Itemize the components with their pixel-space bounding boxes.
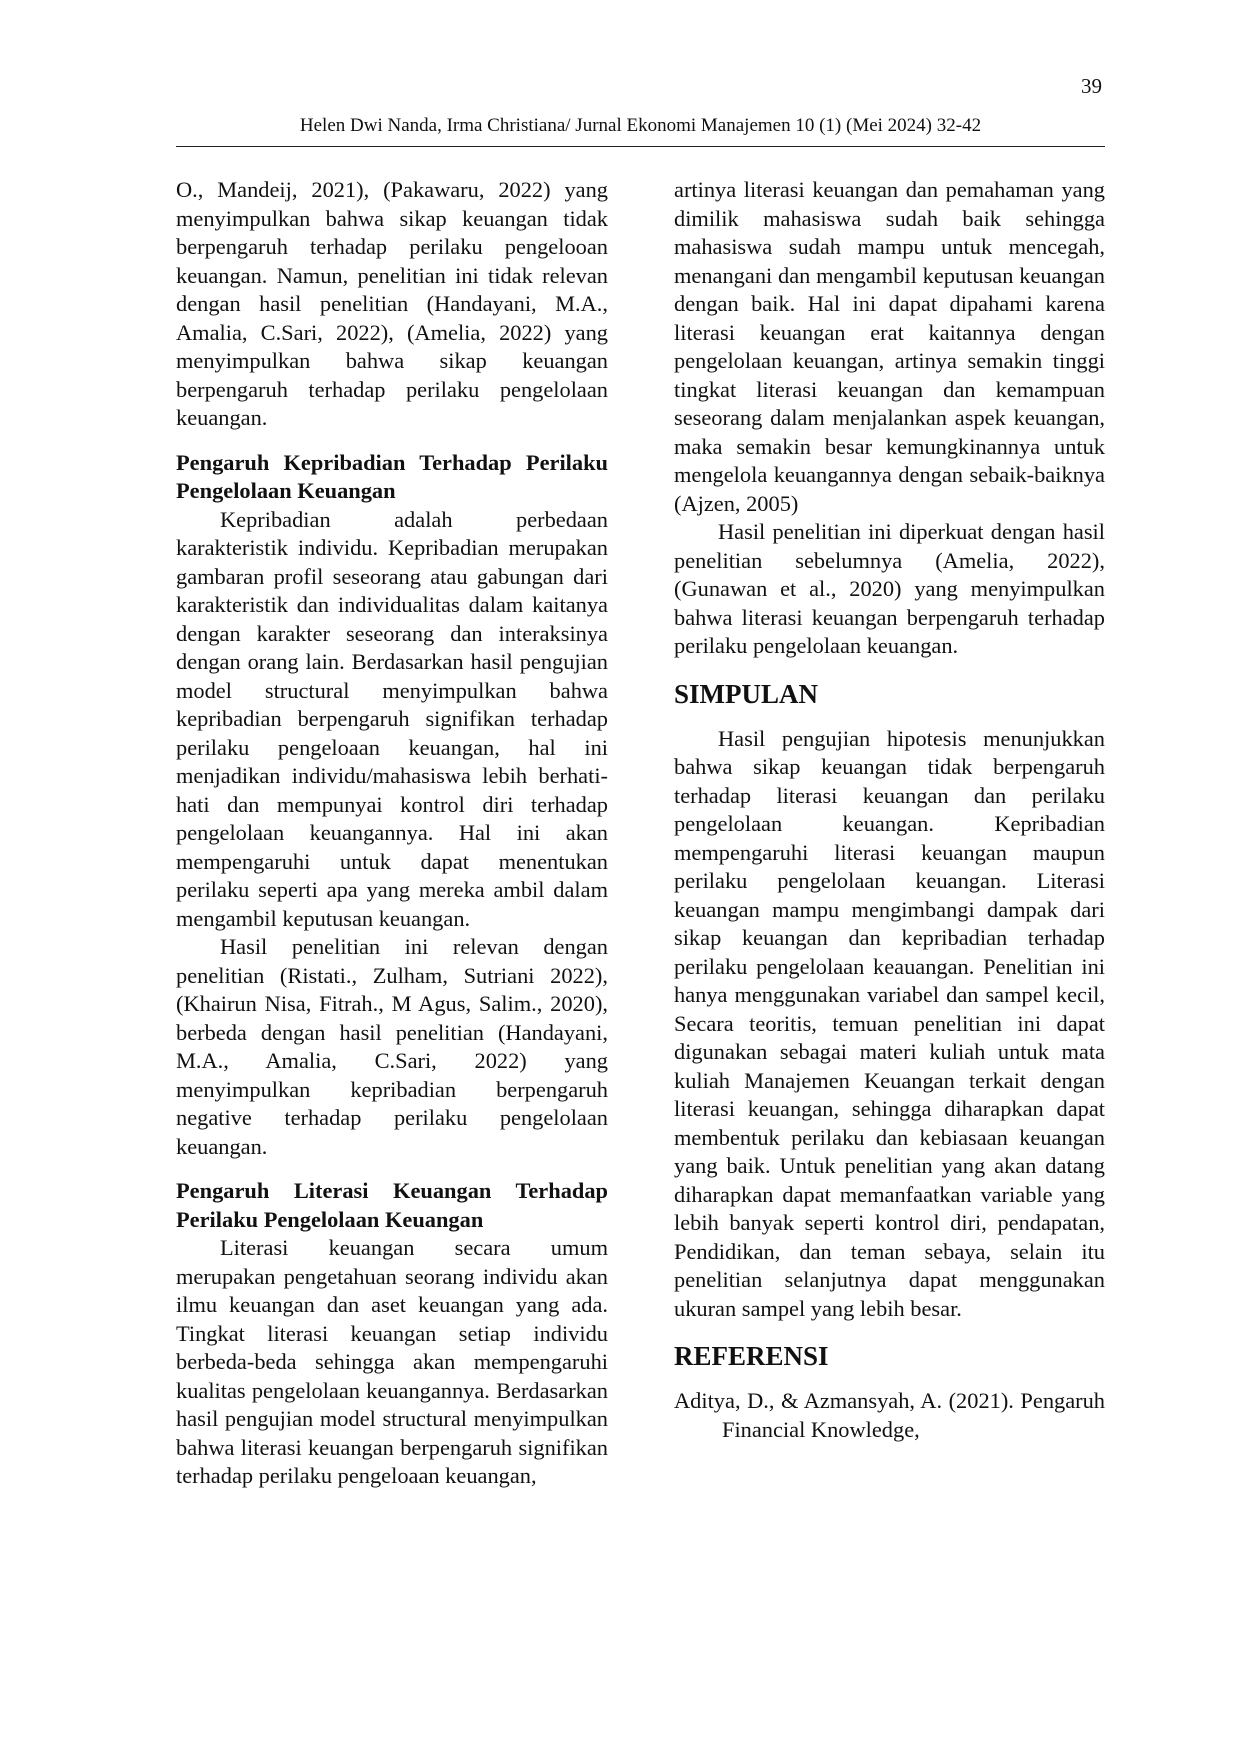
subheading-literasi: Pengaruh Literasi Keuangan Terhadap Perilaku Pengelolaan Keuangan [176,1178,608,1232]
reference-entry: Aditya, D., & Azmansyah, A. (2021). Pengaruh Financial Knowledge, [674,1388,1105,1442]
paragraph-literasi-2: Hasil penelitian ini diperkuat dengan hasil penelitian sebelumnya (Amelia, 2022), (Gunawan et al., 2020) yang menyimpulkan bahwa literasi keuangan berpengaruh terhadap perilaku pengelolaan keuangan. [674,519,1105,658]
paragraph-simpulan: Hasil pengujian hipotesis menunjukkan bahwa sikap keuangan tidak berpengaruh terhadap literasi keuangan dan perilaku pengelolaan keuangan. Kepribadian mempengaruhi literasi keuangan maupun perilaku pengelolaan keuangan. Literasi keuangan mampu mengimbangi dampak dari sikap keuangan dan kepribadian terhadap perilaku pengelolaan keauangan. Penelitian ini hanya menggunakan variabel dan sampel kecil, Secara teoritis, temuan penelitian ini dapat digunakan sebagai materi kuliah untuk mata kuliah Manajemen Keuangan terkait dengan literasi keuangan, sehingga diharapkan dapat membentuk perilaku dan kebiasaan keuangan yang baik. Untuk penelitian yang akan datang diharapkan dapat memanfaatkan variable yang lebih banyak seperti kontrol diri, pendapatan, Pendidikan, dan teman sebaya, selain itu penelitian selanjutnya dapat menggunakan ukuran sampel yang lebih besar. [674,725,1105,1321]
right-column [674,176,1105,1444]
section-heading-simpulan: SIMPULAN [674,678,819,709]
page-number: 39 [1081,74,1102,98]
subheading-kepribadian: Pengaruh Kepribadian Terhadap Perilaku Pengelolaan Keuangan [176,449,608,503]
running-header: Helen Dwi Nanda, Irma Christiana/ Jurnal Ekonomi Manajemen 10 (1) (Mei 2024) 32-42 [176,115,1105,147]
left-column [176,176,608,1491]
paragraph-kepribadian-2: Hasil penelitian ini relevan dengan penelitian (Ristati., Zulham, Sutriani 2022), (Khairun Nisa, Fitrah., M Agus, Salim., 2020), berbeda dengan hasil penelitian (Handayani, M.A., Amalia, C.Sari, 2022) yang menyimpulkan kepribadian berpengaruh negative terhadap perilaku pengelolaan keuangan. [176,934,608,1159]
paragraph-literasi-1: Literasi keuangan secara umum merupakan pengetahuan seorang individu akan ilmu keuangan dan aset keuangan yang ada. Tingkat literasi keuangan setiap individu berbeda-beda sehingga akan mempengaruhi kualitas pengelolaan keuangannya. Berdasarkan hasil pengujian model structural menyimpulkan bahwa literasi keuangan berpengaruh signifikan terhadap perilaku pengeloaan keuangan, [176,1235,608,1488]
paragraph-literasi-continued: artinya literasi keuangan dan pemahaman yang dimilik mahasiswa sudah baik sehingga mahasiswa sudah mampu untuk mencegah, menangani dan mengambil keputusan keuangan dengan baik. Hal ini dapat dipahami karena literasi keuangan erat kaitannya dengan pengelolaan keuangan, artinya semakin tinggi tingkat literasi keuangan dan kemampuan seseorang dalam menjalankan aspek keuangan, maka semakin besar kemungkinannya untuk mengelola keuangannya dengan sebaik-baiknya (Ajzen, 2005) [674,177,1105,516]
section-heading-referensi: REFERENSI [674,1341,829,1371]
paragraph-continued: O., Mandeij, 2021), (Pakawaru, 2022) yang menyimpulkan bahwa sikap keuangan tidak berpengaruh terhadap perilaku pengelooan keuangan. Namun, penelitian ini tidak relevan dengan hasil penelitian (Handayani, M.A., Amalia, C.Sari, 2022), (Amelia, 2022) yang menyimpulkan bahwa sikap keuangan berpengaruh terhadap perilaku pengelolaan keuangan. [176,177,608,430]
paragraph-kepribadian-1: Kepribadian adalah perbedaan karakteristik individu. Kepribadian merupakan gambaran profil seseorang atau gabungan dari karakteristik dan individualitas dalam kaitanya dengan karakter seseorang dan interaksinya dengan orang lain. Berdasarkan hasil pengujian model structural menyimpulkan bahwa kepribadian berpengaruh signifikan terhadap perilaku pengeloaan keuangan, hal ini menjadikan individu/mahasiswa lebih berhati-hati dan mempunyai kontrol diri terhadap pengelolaan keuangannya. Hal ini akan mempengaruhi untuk dapat menentukan perilaku seperti apa yang mereka ambil dalam mengambil keputusan keuangan. [176,506,608,931]
